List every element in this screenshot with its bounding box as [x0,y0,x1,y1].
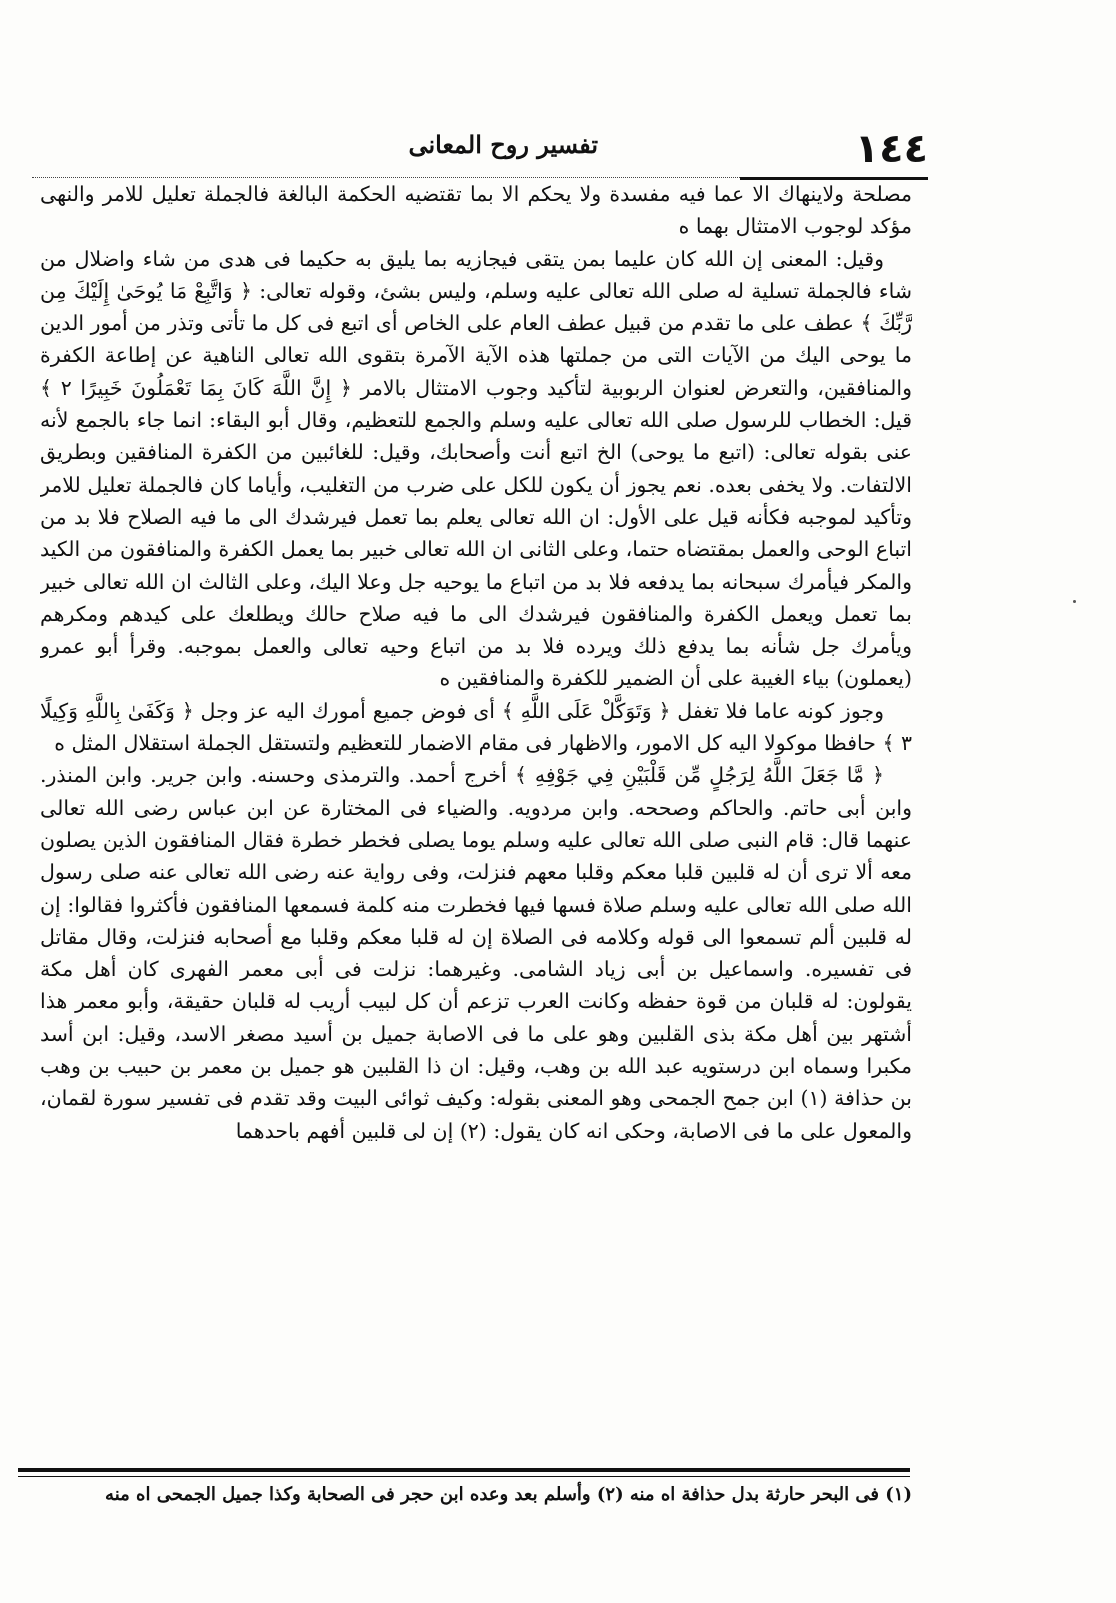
paragraph: وجوز كونه عاما فلا تغفل ﴿ وَتَوَكَّلْ عَلَى اللَّهِ ﴾ أى فوض جميع أمورك اليه عز وجل ﴿ وَكَفَىٰ بِاللَّهِ وَكِيلًا ٣ ﴾ حافظا موكولا اليه كل الامور، والاظهار فى مقام الاضمار للتعظيم ولتستقل الجملة استقلال المثل ه [40,698,912,756]
paragraph: وقيل: المعنى إن الله كان عليما بمن يتقى فيجازيه بما يليق به حكيما فى هدى من شاء واضلال من شاء فالجملة تسلية له صلى الله تعالى عليه وسلم، وليس بشئ، وقوله تعالى: ﴿ وَاتَّبِعْ مَا يُوحَىٰ إِلَيْكَ مِن رَّبِّكَ ﴾ عطف على ما تقدم من قبيل عطف العام على الخاص أى اتبع فى كل ما تأتى وتذر من أمور الدين ما يوحى اليك من الآيات التى من جملتها هذه الآية الآمرة بتقوى الله تعالى الناهية عن إطاعة الكفرة والمنافقين، والتعرض لعنوان الربوبية لتأكيد وجوب الامتثال بالامر ﴿ إِنَّ اللَّهَ كَانَ بِمَا تَعْمَلُونَ خَبِيرًا ٢ ﴾ قيل: الخطاب للرسول صلى الله تعالى عليه وسلم والجمع للتعظيم، وقال أبو البقاء: انما جاء بالجمع لأنه عنى بقوله تعالى: (اتبع ما يوحى) الخ اتبع أنت وأصحابك، وقيل: للغائبين من الكفرة المنافقين وبطريق الالتفات. ولا يخفى بعده. نعم يجوز أن يكون للكل على ضرب من التغليب، وأياما كان فالجملة تعليل للامر وتأكيد لموجبه فكأنه قيل على الأول: ان الله تعالى يعلم بما تعمل فيرشدك الى ما فيه الصلاح فلا بد من اتباع الوحى والعمل بمقتضاه حتما، وعلى الثانى ان الله تعالى خبير بما يعمل الكفرة والمنافقون من الكيد والمكر فيأمرك سبحانه بما يدفعه فلا بد من اتباع ما يوحيه جل وعلا اليك، وعلى الثالث ان الله تعالى خبير بما تعمل ويعمل الكفرة والمنافقون فيرشدك الى ما فيه صلاح حالك ويطلعك على كيدهم ومكرهم ويأمرك جل شأنه بما يدفع ذلك ويرده فلا بد من اتباع وحيه تعالى والعمل بموجبه. وقرأ أبو عمرو (يعملون) بياء الغيبة على أن الضمير للكفرة والمنافقين ه [40,246,912,691]
footnote-separator-thin [18,1476,910,1477]
body-text [40,178,912,1468]
footnote: (١) فى البحر حارثة بدل حذافة اه منه (٢) وأسلم بعد وعده ابن حجر فى الصحابة وكذا جميل الجمحى اه منه [105,1484,912,1505]
running-title: تفسير روح المعانى [408,130,598,159]
page-header [28,126,928,178]
footnote-separator [18,1468,910,1472]
paragraph: ﴿ مَّا جَعَلَ اللَّهُ لِرَجُلٍ مِّن قَلْبَيْنِ فِي جَوْفِهِ ﴾ أخرج أحمد. والترمذى وحسنه. وابن جرير. وابن المنذر. وابن أبى حاتم. والحاكم وصححه. وابن مردويه. والضياء فى المختارة عن ابن عباس رضى الله تعالى عنهما قال: قام النبى صلى الله تعالى عليه وسلم يوما يصلى فخطر خطرة فقال المنافقون الذين يصلون معه ألا ترى أن له قلبين قلبا معكم وقلبا معهم فنزلت، وفى رواية عنه رضى الله تعالى عنه صلى رسول الله صلى الله تعالى عليه وسلم صلاة فسها فيها فخطرت منه كلمة فسمعها المنافقون فأكثروا فقالوا: إن له قلبين ألم تسمعوا الى قوله وكلامه فى الصلاة إن له قلبا معكم وقلبا مع أصحابه فنزلت، وقال مقاتل فى تفسيره. واسماعيل بن أبى زياد الشامى. وغيرهما: نزلت فى أبى معمر الفهرى كان أهل مكة يقولون: له قلبان من قوة حفظه وكانت العرب تزعم أن كل لبيب أريب له قلبان حقيقة، وأبو معمر هذا أشتهر بين أهل مكة بذى القلبين وهو على ما فى الاصابة جميل بن أسيد مصغر الاسد، وقيل: ابن أسد مكبرا وسماه ابن درستويه عبد الله بن وهب، وقيل: ان ذا القلبين هو جميل بن معمر بن حبيب بن وهب بن حذافة (١) ابن جمح الجمحى وهو المعنى بقوله: وكيف ثوائى البيت وقد تقدم فى تفسير سورة لقمان، والمعول على ما فى الاصابة، وحكى انه كان يقول: (٢) إن لى قلبين أفهم باحدهما [40,763,912,1143]
page-number: ١٤٤ [854,126,928,172]
scan-speck [1073,600,1076,603]
paragraph: مصلحة ولاينهاك الا عما فيه مفسدة ولا يحكم الا بما تقتضيه الحكمة البالغة فالجملة تعليل للامر والنهى مؤكد لوجوب الامتثال بهما ه [40,182,912,239]
